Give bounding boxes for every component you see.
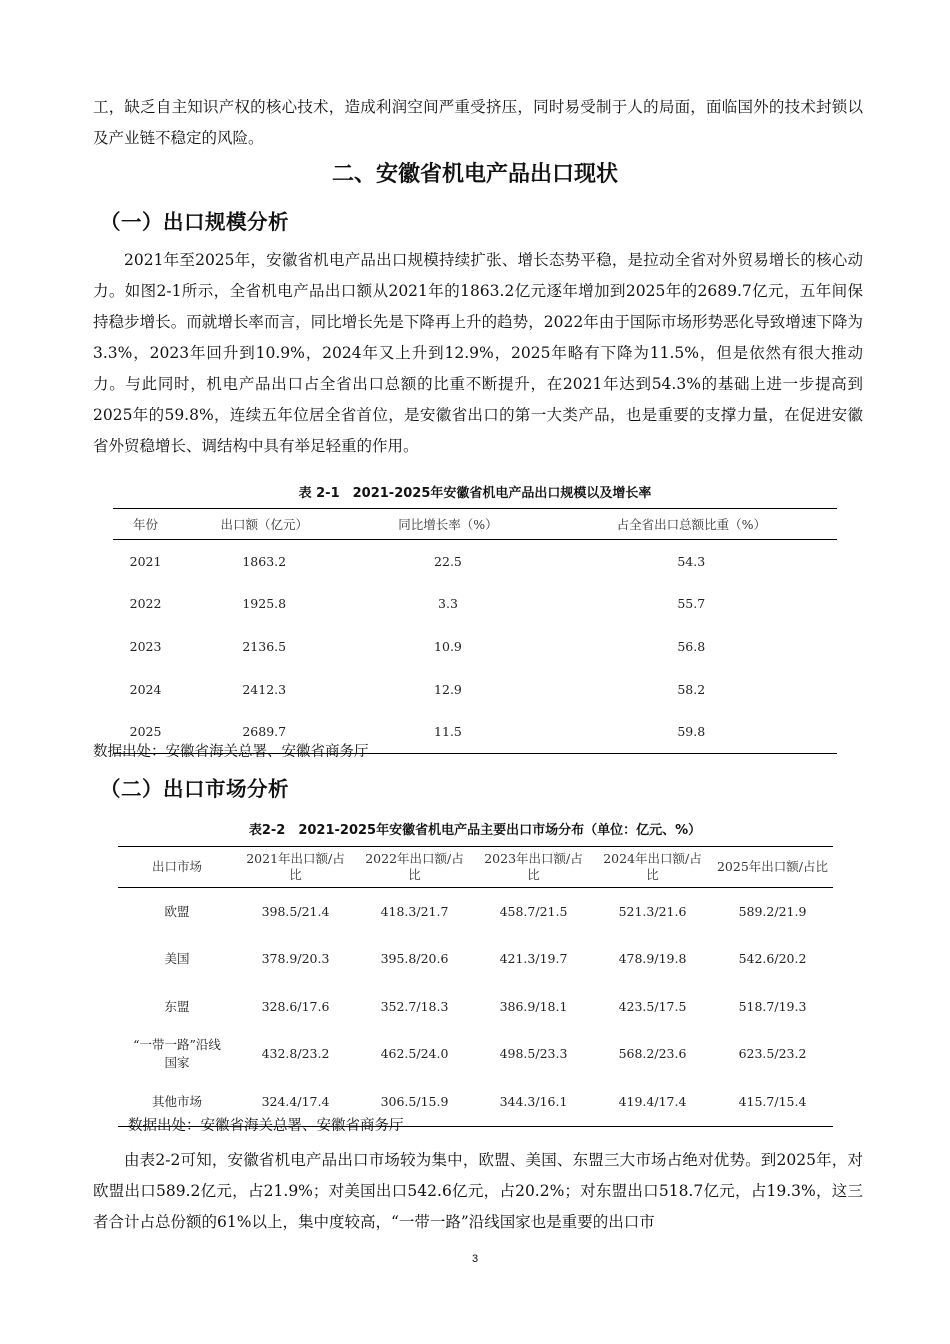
table-cell: 56.8 (677, 638, 706, 654)
table-cell: 306.5/15.9 (380, 1093, 449, 1109)
table-cell: 1863.2 (242, 553, 287, 569)
table-cell: 521.3/21.6 (618, 903, 687, 919)
table-cell: 518.7/19.3 (738, 998, 807, 1014)
table-cell: 2023 (129, 638, 162, 654)
table2-source: 数据出处：安徽省海关总署、安徽省商务厅 (128, 1118, 404, 1134)
table-cell: 419.4/17.4 (618, 1093, 687, 1109)
table-cell: 美国 (164, 951, 190, 967)
table-header-row (113, 509, 837, 540)
table-header-cell: 2022年出口额/占比 (355, 847, 474, 888)
table-cell: 2025 (129, 724, 162, 740)
table-cell: 395.8/20.6 (380, 951, 449, 967)
table-row (118, 936, 833, 984)
table1-source: 数据出处：安徽省海关总署、安徽省商务厅 (93, 744, 369, 760)
table-row (118, 1031, 833, 1079)
table1-caption: 表 2-1 2021-2025年安徽省机电产品出口规模以及增长率 (298, 486, 652, 501)
table-header-cell: 出口额（亿元） (178, 509, 350, 540)
table-cell: “一带一路”沿线国家 (133, 1037, 221, 1071)
table-cell: 378.9/20.3 (261, 951, 330, 967)
table-cell: 59.8 (677, 724, 706, 740)
table-cell: 2021 (129, 553, 162, 569)
table-cell: 欧盟 (164, 903, 190, 919)
table-cell: 589.2/21.9 (738, 903, 807, 919)
table-cell: 462.5/24.0 (380, 1046, 449, 1062)
table-cell: 2136.5 (242, 638, 287, 654)
table-cell: 11.5 (434, 724, 462, 740)
table-cell: 1925.8 (242, 596, 287, 612)
table-cell: 421.3/19.7 (499, 951, 568, 967)
table-cell: 498.5/23.3 (499, 1046, 568, 1062)
table-cell: 478.9/19.8 (618, 951, 687, 967)
table-header-cell: 年份 (113, 509, 178, 540)
page-number: 3 (471, 1253, 479, 1265)
table-cell: 2022 (129, 596, 162, 612)
table-cell: 568.2/23.6 (618, 1046, 687, 1062)
table-cell: 12.9 (434, 681, 462, 697)
paragraph-export-market: 由表2-2可知，安徽省机电产品出口市场较为集中，欧盟、美国、东盟三大市场占绝对优势。到2025年，对欧盟出口589.2亿元，占21.9%；对美国出口542.6亿元，占20.2%；对东盟出口518.7亿元，占19.3%，这三者合计占总份额的61%以上，集中度较高，“一带一路”沿线国家也是重要的出口市 (93, 1151, 863, 1231)
export-market-table (118, 846, 833, 1127)
table-cell: 458.7/21.5 (499, 903, 568, 919)
table-row (113, 625, 837, 668)
table-cell: 58.2 (677, 681, 706, 697)
table-cell: 328.6/17.6 (261, 998, 330, 1014)
table-cell: 54.3 (677, 553, 706, 569)
table-row (118, 983, 833, 1031)
table-cell: 423.5/17.5 (618, 998, 687, 1014)
table-cell: 其他市场 (151, 1093, 202, 1109)
subsection-title-scale: （一）出口规模分析 (100, 210, 289, 234)
table-header-cell: 占全省出口总额比重（%） (546, 509, 837, 540)
table-header-cell: 出口市场 (118, 847, 236, 888)
table-cell: 10.9 (434, 638, 462, 654)
table-cell: 2024 (129, 681, 162, 697)
table-row (113, 540, 837, 583)
table-header-cell: 2021年出口额/占比 (236, 847, 355, 888)
table-cell: 432.8/23.2 (261, 1046, 330, 1062)
table-cell: 386.9/18.1 (499, 998, 568, 1014)
table-header-cell: 同比增长率（%） (350, 509, 545, 540)
section-title: 二、安徽省机电产品出口现状 (331, 162, 618, 187)
table-row (118, 888, 833, 936)
table-cell: 542.6/20.2 (738, 951, 807, 967)
table2-caption: 表2-2 2021-2025年安徽省机电产品主要出口市场分布（单位：亿元、%） (248, 823, 702, 838)
table-row (113, 668, 837, 711)
table-cell: 415.7/15.4 (738, 1093, 807, 1109)
table-cell: 3.3 (438, 596, 458, 612)
table-header-cell: 2023年出口额/占比 (474, 847, 593, 888)
intro-paragraph: 工，缺乏自主知识产权的核心技术，造成利润空间严重受挤压，同时易受制于人的局面，面临国外的技术封锁以及产业链不稳定的风险。 (93, 98, 863, 147)
table-header-cell: 2025年出口额/占比 (712, 847, 833, 888)
paragraph-export-scale: 2021年至2025年，安徽省机电产品出口规模持续扩张、增长态势平稳，是拉动全省对外贸易增长的核心动力。如图2-1所示，全省机电产品出口额从2021年的1863.2亿元逐年增加到2025年的2689.7亿元，五年间保持稳步增长。而就增长率而言，同比增长先是下降再上升的趋势，2022年由于国际市场形势恶化导致增速下降为3.3%，2023年回升到10.9%，2024年又上升到12.9%，2025年略有下降为11.5%，但是依然有很大推动力。与此同时，机电产品出口占全省出口总额的比重不断提升，在2021年达到54.3%的基础上进一步提高到2025年的59.8%，连续五年位居全省首位，是安徽省出口的第一大类产品，也是重要的支撑力量，在促进安徽省外贸稳增长、调结构中具有举足轻重的作用。 (93, 251, 863, 455)
table-cell: 344.3/16.1 (499, 1093, 568, 1109)
table-cell: 324.4/17.4 (261, 1093, 330, 1109)
table-cell: 418.3/21.7 (380, 903, 449, 919)
table-cell: 623.5/23.2 (738, 1046, 807, 1062)
table-cell: 398.5/21.4 (261, 903, 330, 919)
table-header-cell: 2024年出口额/占比 (593, 847, 712, 888)
export-scale-table (113, 508, 837, 754)
table-cell: 2412.3 (242, 681, 287, 697)
table-cell: 55.7 (677, 596, 706, 612)
table-cell: 2689.7 (242, 724, 287, 740)
subsection-title-market: （二）出口市场分析 (100, 777, 289, 801)
table-cell: 352.7/18.3 (380, 998, 449, 1014)
table-header-row (118, 847, 833, 888)
table-cell: 东盟 (164, 998, 190, 1014)
table-row (113, 583, 837, 626)
table-cell: 22.5 (434, 553, 462, 569)
